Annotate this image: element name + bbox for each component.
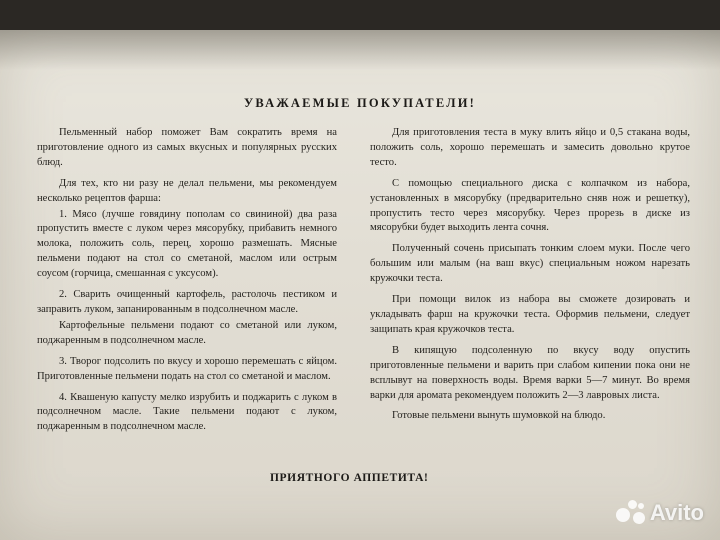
avito-dots-logo-icon xyxy=(616,498,646,528)
right-column xyxy=(370,126,690,430)
paragraph: С помощью специального диска с колпачком из набора, установленных в мясорубку (предварительно сняв нож и решетку), пропустить тесто через мясорубку. Через прорезь в диске из мясорубки будет выходить лента сочня. xyxy=(370,177,690,234)
closing-line: ПРИЯТНОГО АППЕТИТА! xyxy=(270,472,429,484)
paragraph: 3. Творог подсолить по вкусу и хорошо перемешать с яйцом. Приготовленные пельмени подать на стол со сметаной и маслом. xyxy=(37,355,337,382)
paragraph: В кипящую подсоленную по вкусу воду опустить приготовленные пельмени и варить при слабом кипении пока они не всплывут на поверхность воды. Время варки 5—7 минут. Во время варки для аромата рекомендуем положить 2—3 лавровых листа. xyxy=(370,344,690,401)
watermark-text: Avito xyxy=(649,500,704,525)
paragraph: Для тех, кто ни разу не делал пельмени, мы рекомендуем несколько рецептов фарша: xyxy=(37,177,337,204)
avito-watermark xyxy=(616,498,704,528)
paragraph: 1. Мясо (лучше говядину пополам со свининой) два раза пропустить вместе с луком через мясорубку, прибавить немного молока, положить соль, перец, хорошо размешать. Мясные пельмени подают на стол со сметаной, маслом или острым соусом (горчица, смешанная с уксусом). xyxy=(37,208,337,280)
paragraph: 2. Сварить очищенный картофель, растолочь пестиком и заправить луком, запанированным в подсолнечном масле. xyxy=(37,289,337,315)
left-column xyxy=(37,126,337,441)
paragraph: Полученный сочень присыпать тонким слоем муки. После чего большим или малым (на ваш вкус) специальным ножом нарезать кружочки теста. xyxy=(370,243,690,285)
paragraph: Готовые пельмени вынуть шумовкой на блюдо. xyxy=(392,410,606,422)
paragraph: 4. Квашеную капусту мелко изрубить и поджарить с луком в подсолнечном масле. Такие пельмени подают с луком, поджаренным в подсолнечном масле. xyxy=(37,391,337,433)
page-title: УВАЖАЕМЫЕ ПОКУПАТЕЛИ! xyxy=(243,96,476,110)
paragraph: Пельменный набор поможет Вам сократить время на приготовление одного из самых вкусных и популярных русских блюд. xyxy=(37,127,337,168)
paragraph: Для приготовления теста в муку влить яйцо и 0,5 стакана воды, положить соль, хорошо перемешать и замесить довольно крутое тесто. xyxy=(370,127,690,168)
paragraph: Картофельные пельмени подают со сметаной или луком, поджаренным в подсолнечном масле. xyxy=(37,319,337,346)
paragraph: При помощи вилок из набора вы сможете дозировать и укладывать фарш на кружочки теста. Оформив пельмени, следует защипать края кружочков теста. xyxy=(370,294,690,335)
instruction-sheet xyxy=(0,30,720,540)
